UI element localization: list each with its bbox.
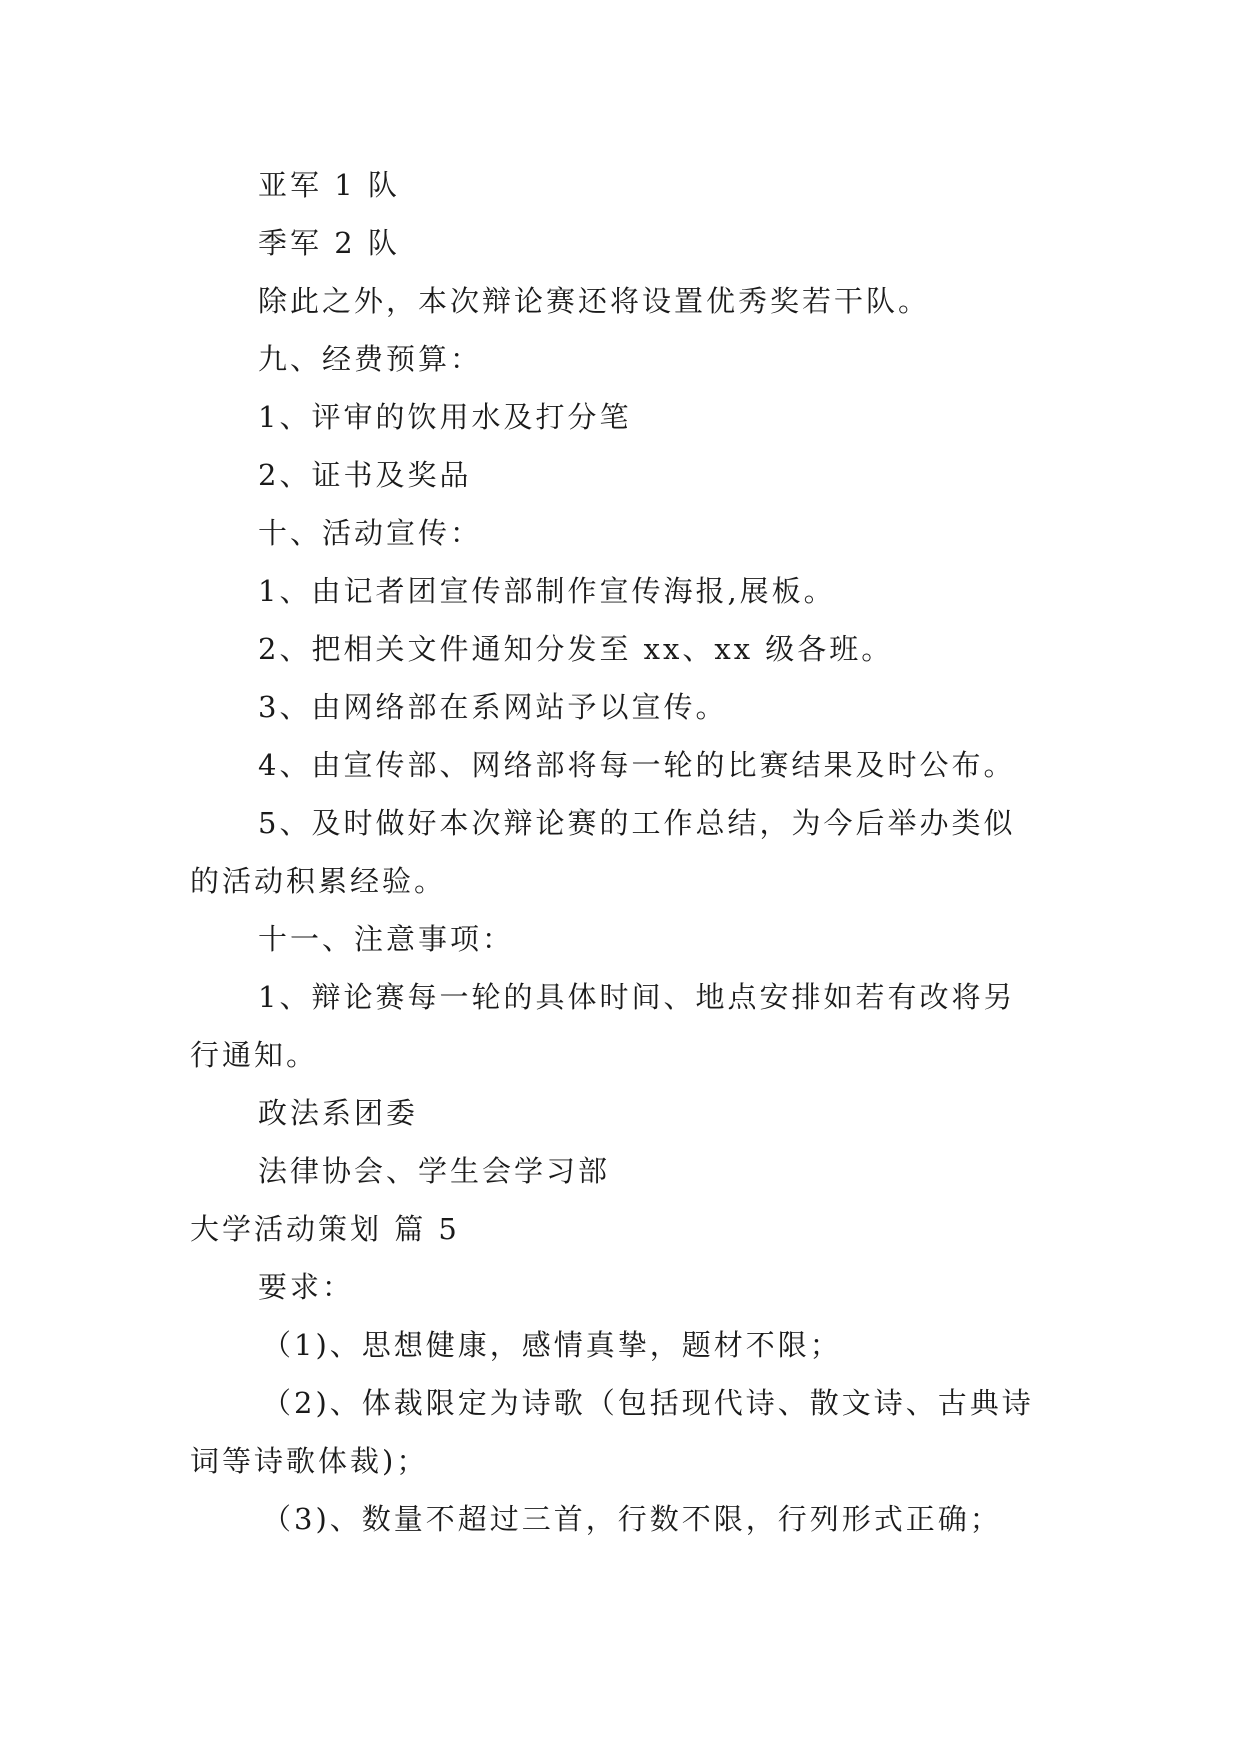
requirement-item: （2)、体裁限定为诗歌（包括现代诗、散文诗、古典诗	[262, 1386, 1034, 1420]
budget-item: 1、评审的饮用水及打分笔	[258, 400, 632, 434]
article-title: 大学活动策划 篇 5	[190, 1212, 460, 1246]
publicity-item: 3、由网络部在系网站予以宣传。	[258, 690, 728, 724]
requirement-item: （3)、数量不超过三首，行数不限，行列形式正确；	[262, 1502, 1002, 1536]
award-runner-up: 亚军 1 队	[258, 168, 400, 202]
notes-item: 1、辩论赛每一轮的具体时间、地点安排如若有改将另	[258, 980, 1016, 1014]
publicity-item: 5、及时做好本次辩论赛的工作总结，为今后举办类似	[258, 806, 1016, 840]
publicity-item-continued: 的活动积累经验。	[190, 864, 447, 898]
award-third-place: 季军 2 队	[258, 226, 400, 260]
section-heading-publicity: 十、活动宣传：	[258, 516, 483, 550]
requirement-item: （1)、思想健康，感情真挚，题材不限；	[262, 1328, 842, 1362]
award-excellence-note: 除此之外，本次辩论赛还将设置优秀奖若干队。	[258, 284, 931, 318]
organizer-name: 政法系团委	[258, 1096, 419, 1130]
organizer-name: 法律协会、学生会学习部	[258, 1154, 611, 1188]
requirement-item-continued: 词等诗歌体裁)；	[190, 1444, 429, 1478]
publicity-item: 2、把相关文件通知分发至 xx、xx 级各班。	[258, 632, 894, 666]
section-heading-budget: 九、经费预算：	[258, 342, 483, 376]
budget-item: 2、证书及奖品	[258, 458, 472, 492]
publicity-item: 4、由宣传部、网络部将每一轮的比赛结果及时公布。	[258, 748, 1016, 782]
requirements-heading: 要求：	[258, 1270, 355, 1304]
publicity-item: 1、由记者团宣传部制作宣传海报,展板。	[258, 574, 836, 608]
section-heading-notes: 十一、注意事项：	[258, 922, 515, 956]
notes-item-continued: 行通知。	[190, 1038, 319, 1072]
